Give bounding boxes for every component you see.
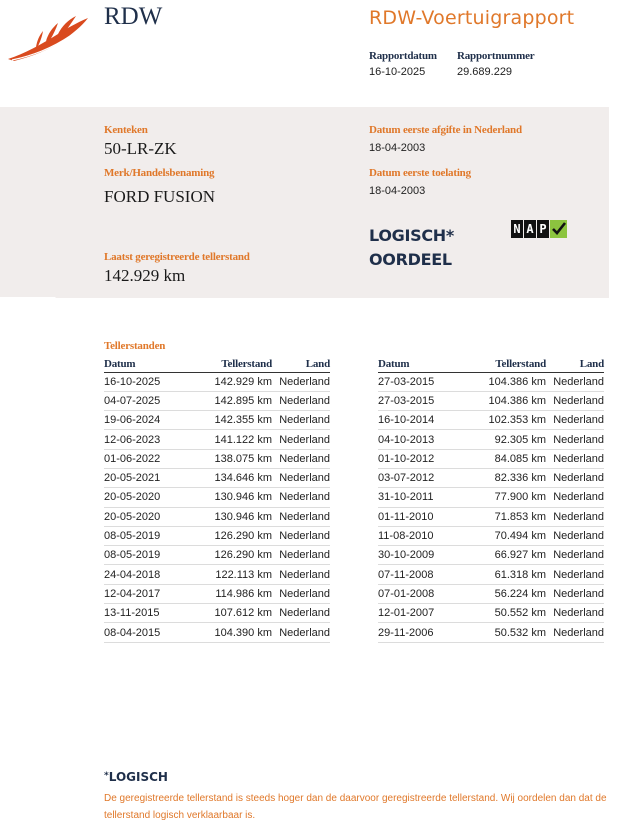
first-admission-value: 18-04-2003 [369, 185, 426, 197]
header-country: Land [272, 356, 330, 372]
make-label: Merk/Handelsbenaming [104, 167, 215, 179]
reading-odometer: 134.646 km [198, 468, 272, 487]
table-header-row [104, 356, 330, 372]
reading-country: Nederland [272, 488, 330, 507]
reading-date: 08-04-2015 [104, 623, 198, 642]
reading-odometer: 61.318 km [472, 565, 546, 584]
nap-letter-p: P [537, 220, 549, 238]
reading-country: Nederland [272, 430, 330, 449]
reading-date: 12-01-2007 [378, 604, 472, 623]
reading-country: Nederland [546, 488, 604, 507]
reading-country: Nederland [546, 449, 604, 468]
reading-country: Nederland [546, 623, 604, 642]
plate-value: 50-LR-ZK [104, 139, 177, 158]
first-issue-label: Datum eerste afgifte in Nederland [369, 124, 522, 136]
table-row [378, 449, 604, 468]
table-row [104, 526, 330, 545]
reading-date: 29-11-2006 [378, 623, 472, 642]
panel-tail [0, 297, 609, 313]
reading-odometer: 104.386 km [472, 391, 546, 410]
reading-date: 16-10-2014 [378, 411, 472, 430]
reading-odometer: 130.946 km [198, 507, 272, 526]
first-admission-label: Datum eerste toelating [369, 167, 471, 179]
reading-odometer: 126.290 km [198, 546, 272, 565]
reading-odometer: 102.353 km [472, 411, 546, 430]
reading-odometer: 126.290 km [198, 526, 272, 545]
reading-date: 01-10-2012 [378, 449, 472, 468]
table-row [378, 526, 604, 545]
reading-country: Nederland [272, 584, 330, 603]
first-admission-field [369, 167, 471, 197]
check-icon [550, 220, 567, 238]
reading-country: Nederland [272, 623, 330, 642]
reading-date: 08-05-2019 [104, 526, 198, 545]
reading-odometer: 107.612 km [198, 604, 272, 623]
reading-odometer: 142.355 km [198, 411, 272, 430]
reading-country: Nederland [546, 546, 604, 565]
last-odometer-field [104, 251, 250, 286]
header-date: Datum [378, 356, 472, 372]
reading-date: 20-05-2020 [104, 488, 198, 507]
footnote-title [104, 770, 168, 784]
reading-odometer: 70.494 km [472, 526, 546, 545]
table-row [104, 604, 330, 623]
report-date-value: 16-10-2025 [369, 66, 426, 78]
rdw-logo-icon [6, 14, 90, 64]
header-date: Datum [104, 356, 198, 372]
reading-date: 20-05-2020 [104, 507, 198, 526]
reading-date: 03-07-2012 [378, 468, 472, 487]
table-row [378, 604, 604, 623]
reading-country: Nederland [546, 584, 604, 603]
reading-country: Nederland [546, 391, 604, 410]
reading-date: 16-10-2025 [104, 372, 198, 391]
reading-date: 27-03-2015 [378, 372, 472, 391]
reading-odometer: 84.085 km [472, 449, 546, 468]
reading-date: 19-06-2024 [104, 411, 198, 430]
reading-date: 01-06-2022 [104, 449, 198, 468]
header-odometer: Tellerstand [472, 356, 546, 372]
report-number-label: Rapportnummer [457, 50, 535, 62]
nap-letter-a: A [524, 220, 536, 238]
reading-odometer: 142.929 km [198, 372, 272, 391]
make-field [104, 167, 215, 207]
table-row [104, 411, 330, 430]
reading-odometer: 77.900 km [472, 488, 546, 507]
table-row [378, 584, 604, 603]
table-row [104, 449, 330, 468]
reading-date: 07-01-2008 [378, 584, 472, 603]
reading-odometer: 104.390 km [198, 623, 272, 642]
verdict [369, 224, 454, 272]
reading-odometer: 114.986 km [198, 584, 272, 603]
reading-country: Nederland [546, 430, 604, 449]
reading-odometer: 130.946 km [198, 488, 272, 507]
table-row [104, 584, 330, 603]
table-row [378, 488, 604, 507]
table-row [104, 546, 330, 565]
reading-odometer: 82.336 km [472, 468, 546, 487]
report-number-block [457, 50, 534, 78]
first-issue-field [369, 124, 522, 154]
report-date-label: Rapportdatum [369, 50, 437, 62]
reading-date: 27-03-2015 [378, 391, 472, 410]
reading-odometer: 66.927 km [472, 546, 546, 565]
reading-date: 31-10-2011 [378, 488, 472, 507]
reading-country: Nederland [272, 507, 330, 526]
header-odometer: Tellerstand [198, 356, 272, 372]
reading-country: Nederland [546, 507, 604, 526]
table-row [378, 391, 604, 410]
reading-date: 08-05-2019 [104, 546, 198, 565]
reading-country: Nederland [546, 411, 604, 430]
reading-country: Nederland [272, 372, 330, 391]
reading-country: Nederland [546, 526, 604, 545]
reading-date: 24-04-2018 [104, 565, 198, 584]
plate-field [104, 124, 177, 159]
reading-odometer: 92.305 km [472, 430, 546, 449]
table-row [104, 623, 330, 642]
reading-country: Nederland [546, 604, 604, 623]
plate-label: Kenteken [104, 124, 148, 136]
table-row [104, 488, 330, 507]
reading-date: 13-11-2015 [104, 604, 198, 623]
reading-odometer: 138.075 km [198, 449, 272, 468]
reading-country: Nederland [546, 372, 604, 391]
table-row [378, 372, 604, 391]
table-row [378, 623, 604, 642]
nap-badge [511, 220, 567, 238]
reading-odometer: 50.552 km [472, 604, 546, 623]
reading-country: Nederland [546, 565, 604, 584]
table-row [378, 546, 604, 565]
reading-date: 11-08-2010 [378, 526, 472, 545]
reading-date: 07-11-2008 [378, 565, 472, 584]
reading-odometer: 104.386 km [472, 372, 546, 391]
reading-date: 04-07-2025 [104, 391, 198, 410]
footnote-text: De geregistreerde tellerstand is steeds hoger dan de daarvoor geregistreerde tellerstand. Wij oordelen dan dat de tellerstand logisch verklaarbaar is. [104, 793, 607, 821]
table-row [104, 430, 330, 449]
reading-country: Nederland [546, 468, 604, 487]
reading-odometer: 56.224 km [472, 584, 546, 603]
readings-table-right [378, 356, 604, 643]
table-row [104, 468, 330, 487]
reading-odometer: 122.113 km [198, 565, 272, 584]
reading-country: Nederland [272, 604, 330, 623]
nap-letter-n: N [511, 220, 523, 238]
reading-country: Nederland [272, 449, 330, 468]
reading-date: 12-06-2023 [104, 430, 198, 449]
verdict-line2: OORDEEL [369, 250, 452, 269]
table-header-row [378, 356, 604, 372]
reading-date: 12-04-2017 [104, 584, 198, 603]
table-row [378, 411, 604, 430]
reading-country: Nederland [272, 391, 330, 410]
first-issue-value: 18-04-2003 [369, 142, 426, 154]
footnote-marker: * [104, 771, 109, 781]
table-row [104, 372, 330, 391]
reading-date: 20-05-2021 [104, 468, 198, 487]
footnote-title-text: LOGISCH [108, 770, 168, 784]
report-number-value: 29.689.229 [457, 66, 513, 78]
reading-odometer: 141.122 km [198, 430, 272, 449]
reading-date: 01-11-2010 [378, 507, 472, 526]
reading-odometer: 142.895 km [198, 391, 272, 410]
report-date-block [369, 50, 437, 78]
reading-country: Nederland [272, 546, 330, 565]
table-row [378, 468, 604, 487]
table-row [378, 430, 604, 449]
reading-date: 04-10-2013 [378, 430, 472, 449]
brand-name: RDW [104, 3, 163, 30]
readings-table-left [104, 356, 330, 643]
last-odometer-label: Laatst geregistreerde tellerstand [104, 251, 250, 263]
table-row [104, 507, 330, 526]
make-value: FORD FUSION [104, 187, 215, 206]
header-country: Land [546, 356, 604, 372]
report-title: RDW-Voertuigrapport [369, 7, 575, 29]
reading-odometer: 50.532 km [472, 623, 546, 642]
reading-country: Nederland [272, 468, 330, 487]
table-row [104, 565, 330, 584]
table-row [378, 565, 604, 584]
verdict-line1: LOGISCH* [369, 226, 454, 245]
reading-country: Nederland [272, 411, 330, 430]
table-row [378, 507, 604, 526]
reading-country: Nederland [272, 526, 330, 545]
last-odometer-value: 142.929 km [104, 266, 186, 285]
reading-date: 30-10-2009 [378, 546, 472, 565]
table-row [104, 391, 330, 410]
readings-title: Tellerstanden [104, 340, 166, 352]
reading-country: Nederland [272, 565, 330, 584]
reading-odometer: 71.853 km [472, 507, 546, 526]
